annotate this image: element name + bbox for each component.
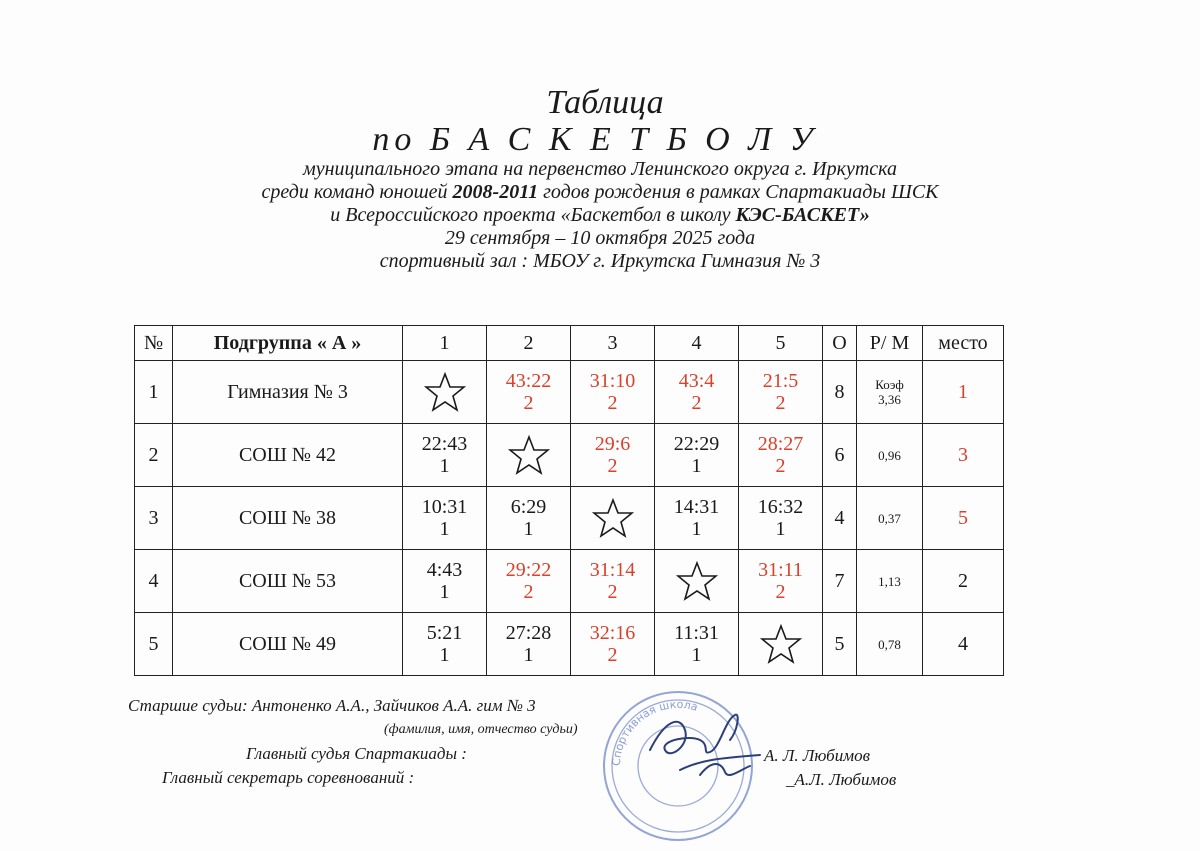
score-ratio <box>857 424 923 487</box>
header-group: Подгруппа « А » <box>173 326 403 361</box>
chief-secretary-name: _А.Л. Любимов <box>786 770 897 789</box>
match-result <box>571 613 655 676</box>
score-ratio <box>857 487 923 550</box>
match-result <box>403 613 487 676</box>
subtitle-line-1: муниципального этапа на первенство Ленинского округа г. Иркутска <box>302 158 898 180</box>
team-name: Гимназия № 3 <box>173 361 403 424</box>
subtitle-line-3-pre: и Всероссийского проекта «Баскетбол в школу <box>330 204 736 226</box>
match-points: 1 <box>691 644 702 666</box>
header-points: О <box>823 326 857 361</box>
fio-note: (фамилия, имя, отчество судьи) <box>384 722 578 737</box>
score-ratio <box>857 361 923 424</box>
document-header <box>0 84 1200 273</box>
ratio-label: Коэф <box>875 377 904 392</box>
table-row <box>135 487 1004 550</box>
total-points: 4 <box>823 487 857 550</box>
match-score: 22:29 <box>673 433 720 455</box>
team-name: СОШ № 49 <box>173 613 403 676</box>
table-row <box>135 550 1004 613</box>
header-place: место <box>923 326 1004 361</box>
match-result <box>739 550 823 613</box>
match-score: 16:32 <box>757 496 804 518</box>
table-row <box>135 613 1004 676</box>
match-result <box>571 550 655 613</box>
total-points: 7 <box>823 550 857 613</box>
match-result <box>487 550 571 613</box>
match-points: 2 <box>775 455 786 477</box>
match-points: 2 <box>523 392 534 414</box>
header-col-1: 1 <box>403 326 487 361</box>
subtitle-line-2-post: годов рождения в рамках Спартакиады ШСК <box>538 181 939 203</box>
match-result <box>487 613 571 676</box>
match-score: 29:6 <box>594 433 631 455</box>
match-points: 1 <box>691 455 702 477</box>
match-points: 1 <box>691 518 702 540</box>
header-col-5: 5 <box>739 326 823 361</box>
match-score: 5:21 <box>426 622 463 644</box>
table-row <box>135 424 1004 487</box>
match-result <box>739 361 823 424</box>
match-points: 2 <box>607 644 618 666</box>
match-score: 11:31 <box>674 622 719 644</box>
subtitle-years: 2008-2011 <box>452 181 539 203</box>
document-title: Таблица <box>546 84 664 121</box>
header-col-2: 2 <box>487 326 571 361</box>
match-score: 43:22 <box>505 370 552 392</box>
match-score: 14:31 <box>673 496 720 518</box>
svg-text:Спортивная школа: Спортивная школа <box>609 697 700 767</box>
table-header-row <box>135 326 1004 361</box>
chief-judge-name: А. Л. Любимов <box>764 746 870 765</box>
subtitle-line-3 <box>0 204 1200 227</box>
final-place: 1 <box>923 361 1004 424</box>
match-score: 32:16 <box>589 622 636 644</box>
header-col-4: 4 <box>655 326 739 361</box>
match-points: 2 <box>523 581 534 603</box>
subtitle-project-name: КЭС-БАСКЕТ» <box>735 204 870 226</box>
match-score: 22:43 <box>421 433 468 455</box>
match-result <box>487 361 571 424</box>
final-place: 4 <box>923 613 1004 676</box>
match-result <box>403 550 487 613</box>
match-score: 29:22 <box>505 559 552 581</box>
match-result <box>655 487 739 550</box>
subtitle-line-2-pre: среди команд юношей <box>261 181 453 203</box>
header-ratio: Р/ М <box>857 326 923 361</box>
total-points: 6 <box>823 424 857 487</box>
match-points: 2 <box>607 392 618 414</box>
match-points: 1 <box>439 644 450 666</box>
match-result <box>571 424 655 487</box>
subtitle-venue: спортивный зал : МБОУ г. Иркутска Гимназия № 3 <box>379 250 821 272</box>
match-score: 4:43 <box>426 559 463 581</box>
match-points: 1 <box>439 518 450 540</box>
ratio-value: 0,37 <box>878 510 901 526</box>
match-points: 2 <box>691 392 702 414</box>
match-result <box>739 424 823 487</box>
row-number: 4 <box>135 550 173 613</box>
match-points: 2 <box>775 392 786 414</box>
senior-judges: Старшие судьи: Антоненко А.А., Зайчиков А.А. гим № 3 <box>128 696 536 715</box>
match-result <box>739 487 823 550</box>
self-match-star-icon <box>403 361 487 424</box>
match-score: 21:5 <box>762 370 799 392</box>
match-points: 1 <box>439 581 450 603</box>
signature <box>640 700 770 795</box>
final-place: 3 <box>923 424 1004 487</box>
team-name: СОШ № 42 <box>173 424 403 487</box>
match-score: 10:31 <box>421 496 468 518</box>
match-result <box>487 487 571 550</box>
match-points: 1 <box>523 644 534 666</box>
match-score: 28:27 <box>757 433 804 455</box>
total-points: 8 <box>823 361 857 424</box>
match-score: 43:4 <box>678 370 715 392</box>
ratio-value: 1,13 <box>878 573 901 589</box>
match-result <box>655 613 739 676</box>
match-score: 27:28 <box>505 622 552 644</box>
self-match-star-icon <box>487 424 571 487</box>
match-result <box>403 424 487 487</box>
final-place: 2 <box>923 550 1004 613</box>
match-points: 2 <box>607 455 618 477</box>
row-number: 2 <box>135 424 173 487</box>
chief-secretary-label: Главный секретарь соревнований : <box>162 768 415 787</box>
chief-judge-label: Главный судья Спартакиады : <box>246 744 467 763</box>
score-ratio <box>857 613 923 676</box>
match-result <box>655 361 739 424</box>
row-number: 5 <box>135 613 173 676</box>
header-col-3: 3 <box>571 326 655 361</box>
ratio-value: 0,96 <box>878 447 901 463</box>
match-score: 31:11 <box>758 559 803 581</box>
ratio-value: 0,78 <box>878 636 901 652</box>
match-points: 1 <box>523 518 534 540</box>
header-num: № <box>135 326 173 361</box>
table-row <box>135 361 1004 424</box>
match-result <box>655 424 739 487</box>
row-number: 1 <box>135 361 173 424</box>
match-score: 31:14 <box>589 559 636 581</box>
match-points: 1 <box>775 518 786 540</box>
subtitle-line-2 <box>0 181 1200 204</box>
match-result <box>571 361 655 424</box>
self-match-star-icon <box>655 550 739 613</box>
self-match-star-icon <box>739 613 823 676</box>
subtitle-dates: 29 сентября – 10 октября 2025 года <box>444 227 756 249</box>
match-score: 31:10 <box>589 370 636 392</box>
match-score: 6:29 <box>510 496 547 518</box>
score-ratio <box>857 550 923 613</box>
total-points: 5 <box>823 613 857 676</box>
self-match-star-icon <box>571 487 655 550</box>
match-result <box>403 487 487 550</box>
team-name: СОШ № 38 <box>173 487 403 550</box>
final-place: 5 <box>923 487 1004 550</box>
match-points: 2 <box>607 581 618 603</box>
match-points: 1 <box>439 455 450 477</box>
ratio-value: 3,36 <box>878 392 901 407</box>
row-number: 3 <box>135 487 173 550</box>
match-points: 2 <box>775 581 786 603</box>
document-subject: по Б А С К Е Т Б О Л У <box>372 121 818 158</box>
team-name: СОШ № 53 <box>173 550 403 613</box>
results-table <box>134 325 1004 676</box>
